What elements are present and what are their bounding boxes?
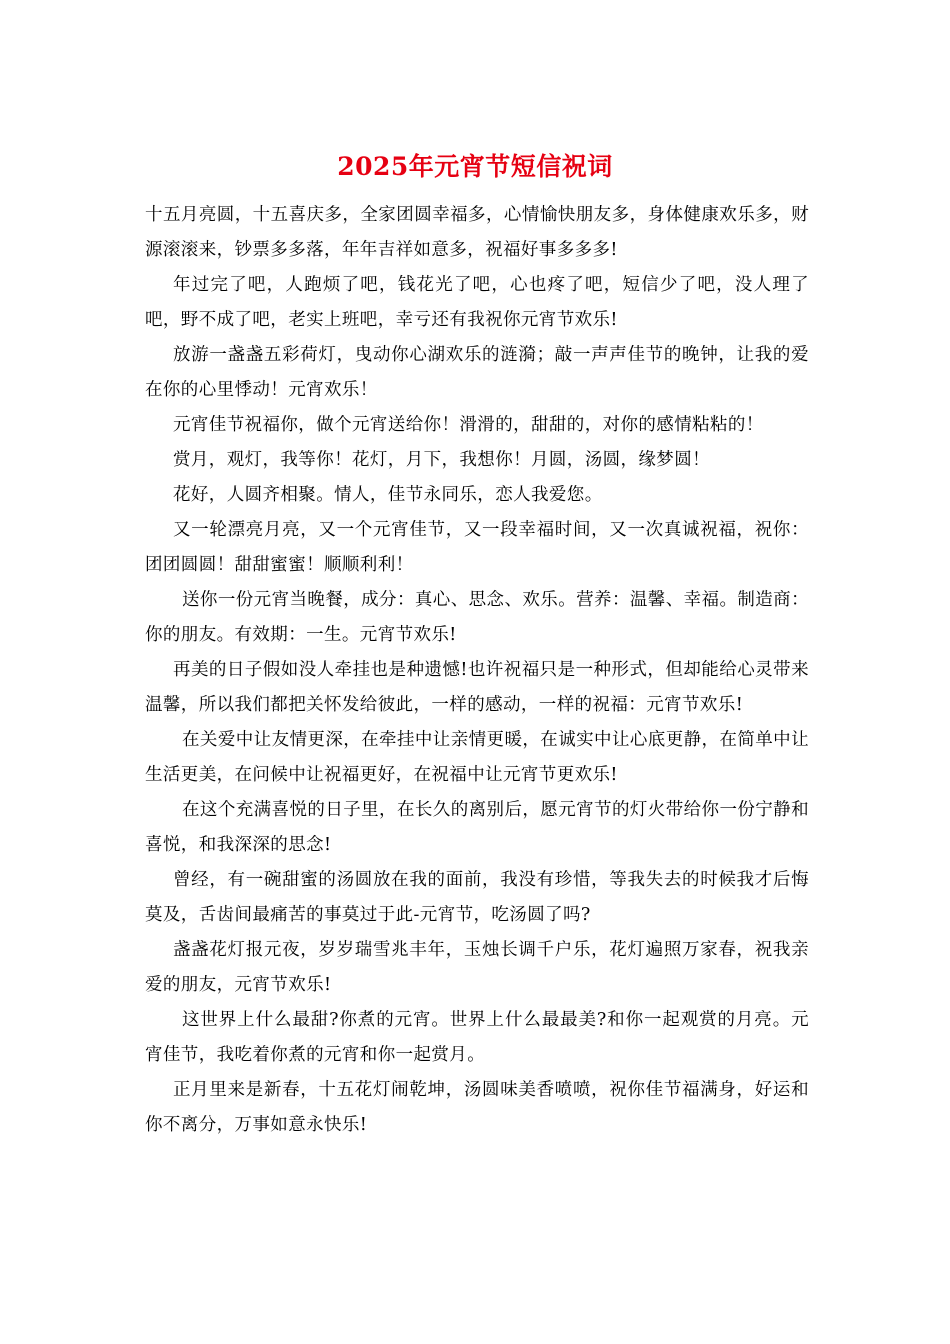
paragraph: 盏盏花灯报元夜，岁岁瑞雪兆丰年，玉烛长调千户乐，花灯遍照万家春，祝我亲爱的朋友，元宵节欢乐! [145, 940, 809, 995]
paragraph: 再美的日子假如没人牵挂也是种遗憾!也许祝福只是一种形式，但却能给心灵带来温馨，所以我们都把关怀发给彼此，一样的感动，一样的祝福：元宵节欢乐! [145, 660, 809, 715]
paragraph: 曾经，有一碗甜蜜的汤圆放在我的面前，我没有珍惜，等我失去的时候我才后悔莫及，舌齿间最痛苦的事莫过于此-元宵节，吃汤圆了吗? [145, 870, 809, 925]
paragraph: 正月里来是新春，十五花灯闹乾坤，汤圆味美香喷喷，祝你佳节福满身，好运和你不离分，万事如意永快乐! [145, 1080, 809, 1135]
paragraph: 元宵佳节祝福你，做个元宵送给你！滑滑的，甜甜的，对你的感情粘粘的！ [173, 415, 764, 435]
paragraph: 在这个充满喜悦的日子里，在长久的离别后，愿元宵节的灯火带给你一份宁静和喜悦，和我深深的思念! [145, 800, 809, 855]
paragraph: 年过完了吧，人跑烦了吧，钱花光了吧，心也疼了吧，短信少了吧，没人理了吧，野不成了吧，老实上班吧，幸亏还有我祝你元宵节欢乐! [145, 275, 809, 330]
document-body [145, 198, 809, 1143]
paragraph: 又一轮漂亮月亮，又一个元宵佳节，又一段幸福时间，又一次真诚祝福，祝你：团团圆圆！甜甜蜜蜜！顺顺利利！ [145, 520, 809, 575]
paragraph: 十五月亮圆，十五喜庆多，全家团圆幸福多，心情愉快朋友多，身体健康欢乐多，财源滚滚来，钞票多多落，年年吉祥如意多，祝福好事多多多! [145, 205, 809, 260]
paragraph: 放游一盏盏五彩荷灯，曳动你心湖欢乐的涟漪；敲一声声佳节的晚钟，让我的爱在你的心里悸动！元宵欢乐！ [145, 345, 809, 400]
paragraph: 送你一份元宵当晚餐，成分：真心、思念、欢乐。营养：温馨、幸福。制造商：你的朋友。有效期：一生。元宵节欢乐! [145, 590, 809, 645]
paragraph: 赏月，观灯，我等你！花灯，月下，我想你！月圆，汤圆，缘梦圆！ [173, 450, 710, 470]
paragraph: 花好，人圆齐相聚。情人，佳节永同乐，恋人我爱您。 [173, 485, 603, 505]
paragraph: 在关爱中让友情更深，在牵挂中让亲情更暖，在诚实中让心底更静，在简单中让生活更美，在问候中让祝福更好，在祝福中让元宵节更欢乐! [145, 730, 809, 785]
document-title: 2025年元宵节短信祝词 [337, 152, 613, 181]
paragraph: 这世界上什么最甜?你煮的元宵。世界上什么最最美?和你一起观赏的月亮。元宵佳节，我吃着你煮的元宵和你一起赏月。 [145, 1010, 809, 1065]
